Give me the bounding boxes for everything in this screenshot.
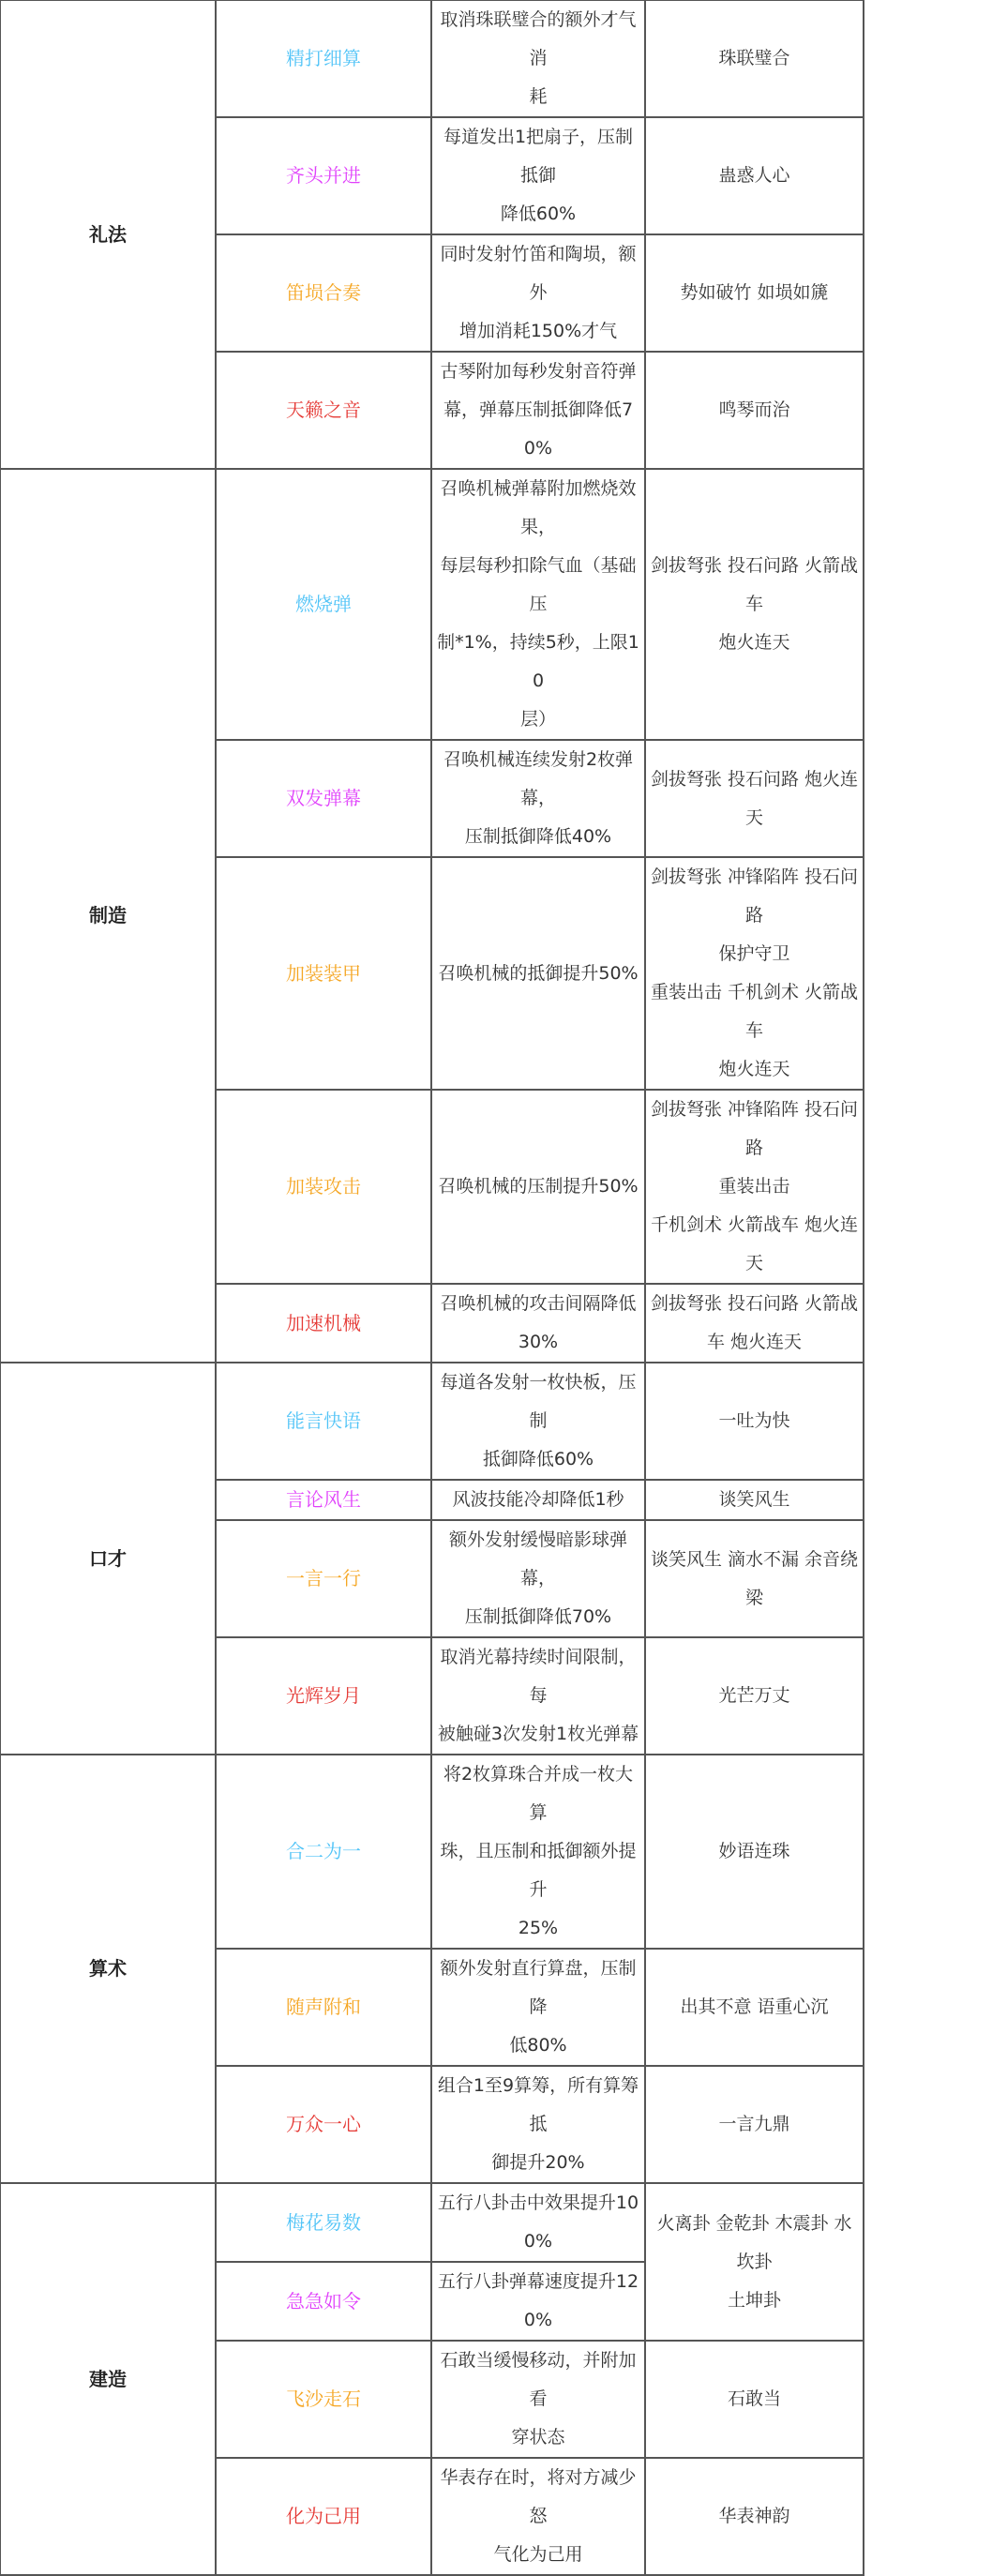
skill-name-cell: 随声附和 [216, 1949, 431, 2066]
cell-line: 召唤机械连续发射2枚弹幕， [443, 749, 634, 808]
combo-cell [645, 1637, 864, 1755]
cell-line: 妙语连珠 [718, 1841, 790, 1861]
table-row [0, 2183, 864, 2262]
cell-line: 组合1至9算筹，所有算筹抵 [437, 2075, 639, 2134]
combo-cell [645, 2458, 864, 2575]
effect-cell [431, 2458, 645, 2575]
cell-line: 光芒万丈 [718, 1685, 790, 1706]
effect-cell [431, 1480, 645, 1520]
skill-name-cell: 能言快语 [216, 1363, 431, 1480]
cell-line: 出其不意 语重心沉 [680, 1996, 829, 2017]
cell-line: 耗 [529, 86, 548, 107]
category-cell: 礼法 [0, 0, 216, 469]
effect-cell [431, 1520, 645, 1637]
effect-cell [431, 1755, 645, 1949]
combo-cell [645, 1480, 864, 1520]
cell-line: 低80% [509, 2035, 567, 2056]
combo-cell [645, 234, 864, 352]
cell-line: 抵御降低60% [482, 1449, 594, 1469]
combo-cell [645, 117, 864, 234]
cell-line: 召唤机械的压制提升50% [438, 1176, 639, 1197]
skill-name-cell: 光辉岁月 [216, 1637, 431, 1755]
effect-cell [431, 1949, 645, 2066]
cell-line: 剑拔弩张 投石问路 炮火连天 [650, 768, 859, 828]
cell-line: 召唤机械的抵御提升50% [438, 962, 639, 984]
skill-name-cell: 加装装甲 [216, 857, 431, 1090]
cell-line: 炮火连天 [718, 1059, 790, 1079]
skill-name-cell: 飞沙走石 [216, 2341, 431, 2458]
cell-line: 穿状态 [511, 2427, 565, 2448]
cell-line: 额外发射直行算盘，压制降 [440, 1958, 637, 2017]
effect-cell [431, 2341, 645, 2458]
cell-line: 召唤机械弹幕附加燃烧效 [440, 478, 637, 499]
cell-line: 25% [518, 1918, 559, 1938]
cell-line: 降低60% [500, 203, 577, 224]
table-row [0, 0, 864, 117]
combo-cell [645, 2341, 864, 2458]
skill-name-cell: 化为己用 [216, 2458, 431, 2575]
cell-line: 层） [519, 709, 556, 730]
category-cell: 制造 [0, 469, 216, 1363]
skill-name-cell: 加装攻击 [216, 1090, 431, 1284]
combo-cell [645, 1284, 864, 1363]
combo-cell [645, 2066, 864, 2183]
effect-cell [431, 2066, 645, 2183]
cell-line: 华表存在时，将对方减少怒 [440, 2467, 637, 2526]
cell-line: 千机剑术 火箭战车 炮火连天 [650, 1214, 859, 1273]
effect-cell [431, 352, 645, 469]
effect-cell [431, 1363, 645, 1480]
cell-line: 制*1%，持续5秒，上限10 [437, 632, 639, 691]
skill-name-cell: 齐头并进 [216, 117, 431, 234]
cell-line: 同时发射竹笛和陶埙，额外 [440, 244, 637, 303]
cell-line: 车 炮火连天 [706, 1332, 803, 1352]
table-row [0, 469, 864, 740]
cell-line: 增加消耗150%才气 [458, 321, 618, 341]
cell-line: 幕，弹幕压制抵御降低70% [443, 399, 634, 459]
cell-line: 五行八卦弹幕速度提升120% [437, 2271, 639, 2330]
cell-line: 压制抵御降低70% [464, 1606, 612, 1627]
cell-line: 土坤卦 [727, 2289, 781, 2311]
category-cell: 口才 [0, 1363, 216, 1755]
skill-name-cell: 天籁之音 [216, 352, 431, 469]
effect-cell [431, 234, 645, 352]
combo-cell [645, 857, 864, 1090]
cell-line: 压制抵御降低40% [464, 826, 612, 847]
cell-line: 石敢当 [727, 2388, 781, 2409]
category-cell: 建造 [0, 2183, 216, 2575]
cell-line: 取消光幕持续时间限制，每 [440, 1647, 637, 1706]
effect-cell [431, 2262, 645, 2341]
combo-cell [645, 352, 864, 469]
effect-cell [431, 857, 645, 1090]
combo-cell [645, 1755, 864, 1949]
effect-cell [431, 1637, 645, 1755]
combo-cell [645, 0, 864, 117]
combo-cell [645, 1949, 864, 2066]
table-row [0, 1363, 864, 1480]
cell-line: 气化为己用 [493, 2544, 583, 2565]
cell-line: 取消珠联璧合的额外才气消 [440, 9, 637, 68]
skill-name-cell: 一言一行 [216, 1520, 431, 1637]
skill-name-cell: 笛埙合奏 [216, 234, 431, 352]
cell-line: 华表神韵 [718, 2506, 790, 2526]
skill-name-cell: 万众一心 [216, 2066, 431, 2183]
cell-line: 重装出击 [718, 1176, 790, 1197]
cell-line: 剑拔弩张 投石问路 火箭战车 [650, 555, 859, 614]
skill-name-cell: 燃烧弹 [216, 469, 431, 740]
cell-line: 果， [519, 517, 556, 537]
combo-cell [645, 1090, 864, 1284]
table-row [0, 1755, 864, 1949]
cell-line: 额外发射缓慢暗影球弹幕， [448, 1529, 627, 1589]
cell-line: 每道各发射一枚快板，压制 [440, 1372, 637, 1431]
cell-line: 鸣琴而治 [718, 399, 790, 420]
cell-line: 石敢当缓慢移动，并附加看 [440, 2350, 637, 2409]
cell-line: 30% [518, 1332, 559, 1352]
effect-cell [431, 1090, 645, 1284]
skill-name-cell: 梅花易数 [216, 2183, 431, 2262]
skill-name-cell: 合二为一 [216, 1755, 431, 1949]
cell-line: 一言九鼎 [718, 2114, 790, 2134]
skill-name-cell: 双发弹幕 [216, 740, 431, 857]
cell-line: 蛊惑人心 [718, 165, 790, 186]
cell-line: 五行八卦击中效果提升100% [437, 2192, 639, 2252]
cell-line: 保护守卫 [718, 943, 790, 964]
cell-line: 势如破竹 如埙如篪 [680, 282, 829, 303]
cell-line: 火离卦 金乾卦 木震卦 水坎卦 [656, 2212, 852, 2272]
effect-cell [431, 469, 645, 740]
combo-cell [645, 1520, 864, 1637]
effect-cell [431, 2183, 645, 2262]
cell-line: 剑拔弩张 冲锋陷阵 投石问路 [650, 1099, 859, 1158]
effect-cell [431, 1284, 645, 1363]
cell-line: 重装出击 千机剑术 火箭战车 [650, 982, 859, 1041]
effect-cell [431, 740, 645, 857]
category-cell: 算术 [0, 1755, 216, 2183]
cell-line: 御提升20% [491, 2152, 585, 2173]
cell-line: 珠联璧合 [718, 48, 790, 68]
cell-line: 古琴附加每秒发射音符弹 [440, 361, 637, 382]
skill-name-cell: 精打细算 [216, 0, 431, 117]
combo-cell [645, 740, 864, 857]
cell-line: 珠，且压制和抵御额外提升 [440, 1841, 637, 1900]
combo-cell [645, 469, 864, 740]
cell-line: 炮火连天 [718, 632, 790, 653]
cell-line: 剑拔弩张 冲锋陷阵 投石问路 [650, 866, 859, 926]
cell-line: 谈笑风生 滴水不漏 余音绕梁 [650, 1548, 859, 1608]
cell-line: 谈笑风生 [718, 1489, 790, 1510]
cell-line: 每道发出1把扇子，压制抵御 [443, 127, 634, 186]
cell-line: 每层每秒扣除气血（基础压 [440, 555, 637, 614]
cell-line: 被触碰3次发射1枚光弹幕 [437, 1724, 639, 1744]
combo-cell [645, 1363, 864, 1480]
skill-name-cell: 加速机械 [216, 1284, 431, 1363]
cell-line: 剑拔弩张 投石问路 火箭战 [650, 1293, 859, 1314]
effect-cell [431, 117, 645, 234]
skill-name-cell: 言论风生 [216, 1480, 431, 1520]
cell-line: 召唤机械的攻击间隔降低 [440, 1293, 637, 1314]
cell-line: 风波技能冷却降低1秒 [452, 1489, 624, 1510]
cell-line: 一吐为快 [718, 1410, 790, 1431]
combo-cell [645, 2183, 864, 2341]
effect-cell [431, 0, 645, 117]
skill-name-cell: 急急如令 [216, 2262, 431, 2341]
cell-line: 将2枚算珠合并成一枚大算 [443, 1764, 634, 1823]
